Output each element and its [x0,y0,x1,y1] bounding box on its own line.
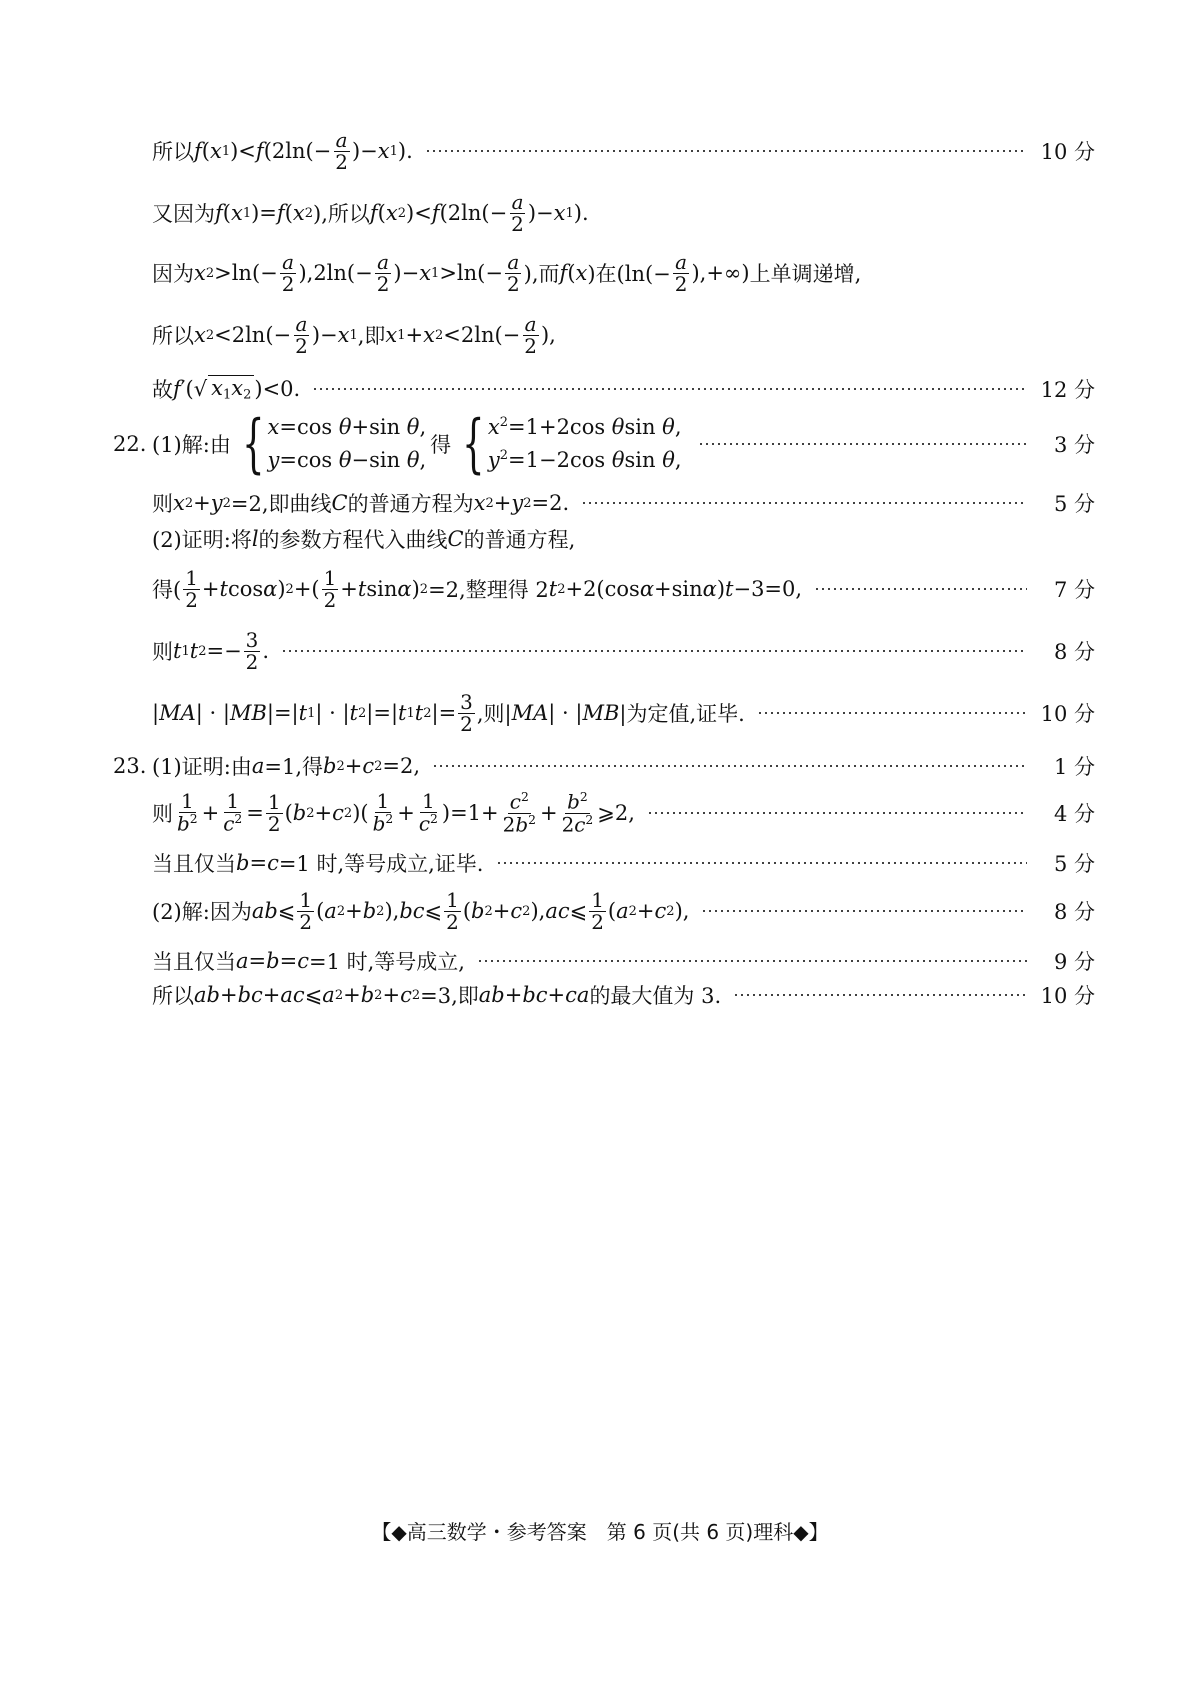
dot-leader [425,150,1027,152]
dot-leader [432,765,1027,767]
dot-leader [477,960,1027,962]
answer-line-13: 则 $\frac{1}{b^2}$ + $\frac{1}{c^2}$ = $\frac{1}{2}$ ( b 2 + c 2 )( $\frac{1}{b^2}$ + $\frac{1}{c^2}$ )=1+ $\frac{c^2}{2b^2}$ + $\frac{b^2}{2c^2}$ ⩾2, 4 分 [152,789,1095,836]
answer-line-7: 则 x 2 + y 2 =2,即曲线 C 的普通方程为 x 2 + y 2 =2. 5 分 [152,478,1095,528]
dot-leader [814,588,1027,590]
dot-leader [701,910,1027,912]
score-label: 5 分 [1053,852,1095,876]
dot-leader [757,712,1027,714]
score-label: 4 分 [1053,802,1095,826]
equation-system: { x=cos θ+sin θ, y=cos θ−sin θ, [241,407,427,481]
equation-system: { $x^2=1+2\cos$ θsin θ, $y^2=1-2\cos$ θsin θ, [462,407,682,481]
answer-line-10: 则 t 1 t 2 =− $\frac{3}{2}$ . 8 分 [152,627,1095,674]
score-label: 1 分 [1053,755,1095,779]
answer-line-15: (2)解:因为 ab ⩽ $\frac{1}{2}$ ( a 2 + b 2 ), bc ⩽ $\frac{1}{2}$ ( b 2 + c 2 ), ac ⩽ $\frac{1}{2}$ ( a 2 + c 2 ), 8 分 [152,887,1095,934]
score-label: 5 分 [1053,492,1095,516]
answer-line-1: 所以 f ( x 1 )< f (2ln(− $\frac{a}{2}$ )− x 1 ). 10 分 [152,127,1095,174]
answer-line-3: 因为 x 2 >ln(− $\frac{a}{2}$ ),2ln(− $\frac{a}{2}$ )− x 1 >ln(− $\frac{a}{2}$ ),而 f ( x )在(ln(− $\frac{a}{2}$ ),+∞) 上单调递增, [152,249,862,296]
problem-number-23: 23. [113,754,147,778]
answer-line-16: 当且仅当 a = b = c =1 时,等号成立, 9 分 [152,936,1095,986]
answer-line-17: 所以 ab + bc + ac ⩽ a 2 + b 2 + c 2 =3,即 ab + bc + ca 的最大值为 3. 10 分 [152,970,1095,1020]
answer-line-11: | MA | · | MB |=| t 1 | · | t 2 |=| t 1 t 2 |= $\frac{3}{2}$ ,则| MA | · | MB |为定值,证毕. 10 分 [152,689,1095,736]
score-label: 7 分 [1053,578,1095,602]
answer-line-9: 得( $\frac{1}{2}$ + t cos α ) 2 +( $\frac{1}{2}$ + t sin α ) 2 =2,整理得 2 t 2 +2(cos α +sin α ) t −3=0, 7 分 [152,565,1095,612]
answer-line-12: (1)证明:由 a =1,得 b 2 + c 2 =2, 1 分 [152,741,1095,791]
sqrt-symbol: √ [193,377,208,401]
monotonic-text: 上单调递增, [749,262,862,286]
score-label: 9 分 [1053,950,1095,974]
dot-leader [496,862,1028,864]
dot-leader [281,650,1027,652]
dot-leader [647,812,1027,814]
page-footer: 【◆高三数学・参考答案 第 6 页(共 6 页)理科◆】 [371,1520,829,1544]
score-label: 10 分 [1040,702,1095,726]
dot-leader [312,388,1027,390]
score-label: 8 分 [1053,900,1095,924]
dot-leader [581,502,1027,504]
answer-line-2: 又因为 f ( x 1 )= f ( x 2 ),所以 f ( x 2 )< f (2ln(− $\frac{a}{2}$ )− x 1 ). [152,189,589,236]
score-label: 10 分 [1040,140,1095,164]
dot-leader [698,443,1027,445]
score-label: 10 分 [1040,984,1095,1008]
score-label: 3 分 [1053,433,1095,457]
answer-line-5: 故 f ′( √ $x_1x_2$ )<0. 12 分 [152,364,1095,414]
answer-line-6: (1)解:由 { x=cos θ+sin θ, y=cos θ−sin θ, 得 { $x^2=1+2\cos$ θsin θ, $y^2=1-2\cos$ θsin θ, 3 分 [152,407,1095,481]
answer-line-4: 所以 x 2 <2ln(− $\frac{a}{2}$ )− x 1 ,即 x 1 + x 2 <2ln(− $\frac{a}{2}$ ), [152,311,556,358]
answer-line-14: 当且仅当 b = c =1 时,等号成立,证毕. 5 分 [152,838,1095,888]
problem-number-22: 22. [113,432,147,456]
score-label: 12 分 [1040,378,1095,402]
dot-leader [733,994,1027,996]
score-label: 8 分 [1053,640,1095,664]
answer-line-8: (2)证明:将 l 的参数方程代入曲线 C 的普通方程, [152,527,576,552]
